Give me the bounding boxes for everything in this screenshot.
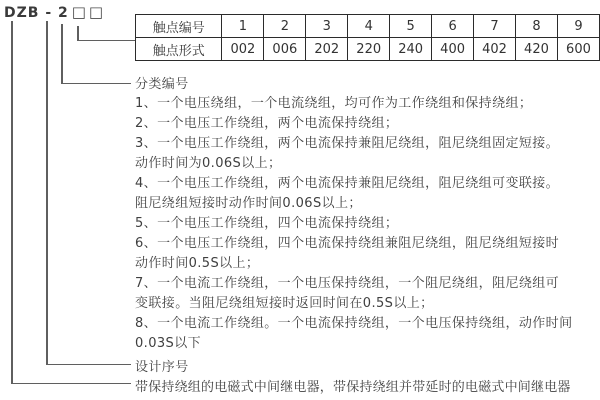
relay-type-description: 带保持绕组的电磁式中间继电器，带保持绕组并带延时的电磁式中间继电器 [135, 380, 571, 395]
contact-number-cell: 5 [390, 15, 432, 38]
classification-line-4-cont: 阻尼绕组短接时动作时间0.06S以上； [135, 196, 362, 211]
contact-number-cell: 6 [432, 15, 474, 38]
contact-number-cell: 3 [306, 15, 348, 38]
classification-line-6: 6、一个电压工作绕组，四个电流保持绕组兼阻尼绕组，阻尼绕组短接时 [135, 236, 560, 251]
contact-number-cell: 8 [516, 15, 558, 38]
model-code-prefix: DZB - 2 [4, 5, 69, 21]
classification-line-1: 1、一个电压绕组，一个电流绕组，均可作为工作绕组和保持绕组； [135, 96, 533, 111]
contact-form-cell: 002 [222, 38, 264, 61]
contact-number-cell: 9 [557, 15, 599, 38]
classification-line-6-cont: 动作时间0.5S以上； [135, 256, 260, 271]
contact-form-cell: 240 [390, 38, 432, 61]
contact-form-table [135, 14, 600, 61]
connector-vline-relay-type [11, 21, 13, 384]
classification-line-3: 3、一个电压工作绕组，两个电流保持兼阻尼绕组，阻尼绕组固定短接。 [135, 136, 560, 151]
connector-hline-contact-form [77, 40, 135, 42]
contact-number-cell: 7 [474, 15, 516, 38]
classification-line-4: 4、一个电压工作绕组，两个电流保持兼阻尼绕组，阻尼绕组可变联接。 [135, 176, 560, 191]
classification-line-8-cont: 0.03S以下 [135, 336, 201, 351]
classification-line-2: 2、一个电压工作绕组，两个电流保持绕组； [135, 116, 399, 131]
model-code [4, 3, 106, 21]
classification-title: 分类编号 [135, 77, 189, 92]
contact-number-cell: 4 [348, 15, 390, 38]
contact-form-cell: 600 [557, 38, 599, 61]
contact-form-cell: 420 [516, 38, 558, 61]
connector-hline-classification [61, 83, 131, 85]
connector-hline-relay-type [11, 383, 131, 385]
classification-line-7-cont: 变联接。当阻尼绕组短接时返回时间在0.5S以上； [135, 296, 434, 311]
connector-vline-design-serial [46, 21, 48, 365]
contact-form-row [136, 38, 600, 61]
contact-form-cell: 220 [348, 38, 390, 61]
contact-form-cell: 400 [432, 38, 474, 61]
connector-vline-classification [61, 24, 63, 84]
connector-hline-design-serial [46, 364, 131, 366]
contact-number-cell: 1 [222, 15, 264, 38]
contact-form-cell: 402 [474, 38, 516, 61]
contact-form-cell: 202 [306, 38, 348, 61]
contact-number-row [136, 15, 600, 38]
classification-line-8: 8、一个电流工作绕组。一个电流保持绕组，一个电压保持绕组，动作时间 [135, 316, 573, 331]
design-serial-label: 设计序号 [135, 360, 189, 375]
classification-list [135, 94, 597, 354]
contact-number-header: 触点编号 [136, 15, 222, 38]
contact-form-cell: 006 [264, 38, 306, 61]
contact-number-cell: 2 [264, 15, 306, 38]
model-placeholder-boxes: □□ [71, 3, 107, 21]
classification-line-7: 7、一个电流工作绕组，一个电压保持绕组，一个阻尼绕组，阻尼绕组可 [135, 276, 560, 291]
classification-line-5: 5、一个电压工作绕组，四个电流保持绕组； [135, 216, 399, 231]
classification-line-3-cont: 动作时间为0.06S以上； [135, 156, 282, 171]
contact-form-header: 触点形式 [136, 38, 222, 61]
